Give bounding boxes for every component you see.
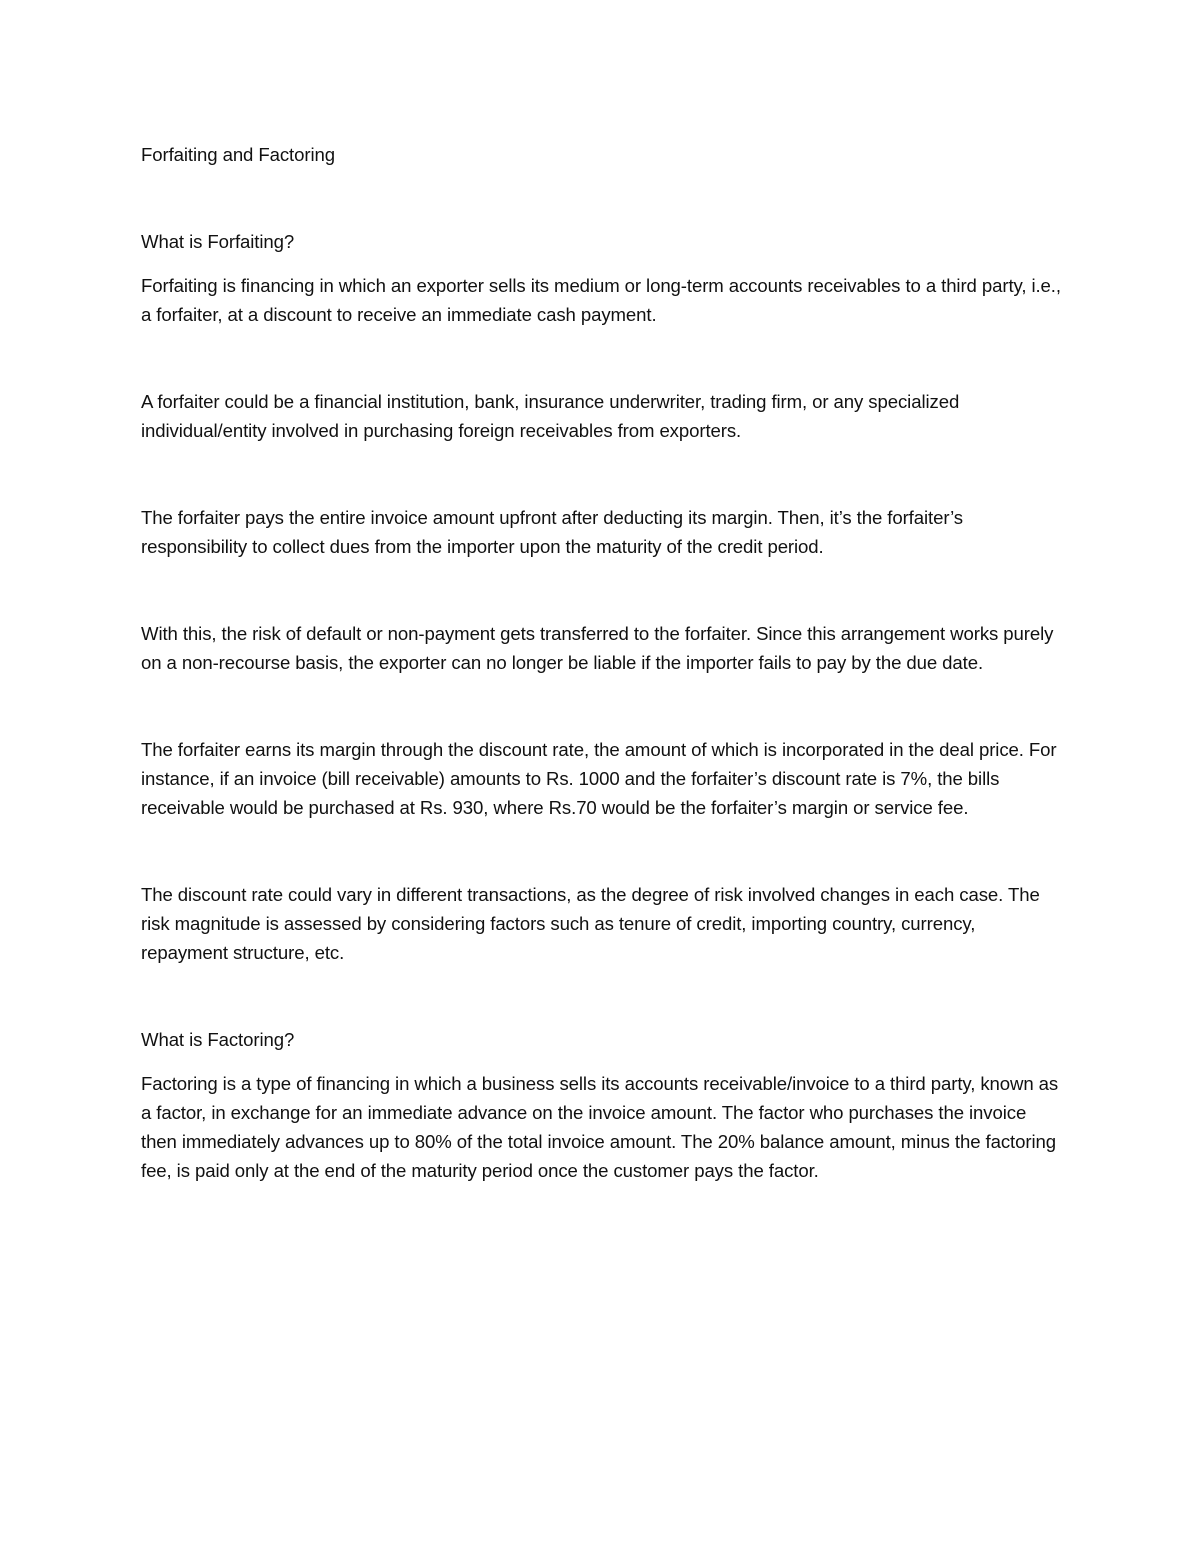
section-heading-factoring: What is Factoring? [141,1029,295,1050]
spacer [141,445,1061,503]
document-body [141,140,1061,1185]
paragraph-forfaiting-definition: Forfaiting is financing in which an exporter sells its medium or long-term accounts receivables to a third party, i.e., a forfaiter, at a discount to receive an immediate cash payment. [141,275,1061,325]
paragraph-forfaiter-payment: The forfaiter pays the entire invoice amount upfront after deducting its margin. Then, it’s the forfaiter’s responsibility to collect dues from the importer upon the maturity of the credit period. [141,507,963,557]
spacer [141,169,1061,227]
document-title: Forfaiting and Factoring [141,144,335,165]
spacer [141,329,1061,387]
spacer [141,256,1061,271]
paragraph-discount-rate: The discount rate could vary in different transactions, as the degree of risk involved changes in each case. The risk magnitude is assessed by considering factors such as tenure of credit, importing country, currency, repayment structure, etc. [141,884,1040,963]
paragraph-forfaiter-types: A forfaiter could be a financial institution, bank, insurance underwriter, trading firm, or any specialized individual/entity involved in purchasing foreign receivables from exporters. [141,391,960,441]
paragraph-risk-transfer: With this, the risk of default or non-payment gets transferred to the forfaiter. Since this arrangement works purely on a non-recourse basis, the exporter can no longer be liable if the importer fails to pay by the due date. [141,623,1054,673]
section-heading-forfaiting: What is Forfaiting? [141,231,295,252]
spacer [141,967,1061,1025]
spacer [141,677,1061,735]
spacer [141,822,1061,880]
spacer [141,1054,1061,1069]
paragraph-margin-example: The forfaiter earns its margin through the discount rate, the amount of which is incorporated in the deal price. For instance, if an invoice (bill receivable) amounts to Rs. 1000 and the forfaiter’s discount rate is 7%, the bills receivable would be purchased at Rs. 930, where Rs.70 would be the forfaiter’s margin or service fee. [141,739,1057,818]
paragraph-factoring-definition: Factoring is a type of financing in which a business sells its accounts receivable/invoice to a third party, known as a factor, in exchange for an immediate advance on the invoice amount. The factor who purchases the invoice then immediately advances up to 80% of the total invoice amount. The 20% balance amount, minus the factoring fee, is paid only at the end of the maturity period once the customer pays the factor. [141,1073,1059,1181]
spacer [141,561,1061,619]
